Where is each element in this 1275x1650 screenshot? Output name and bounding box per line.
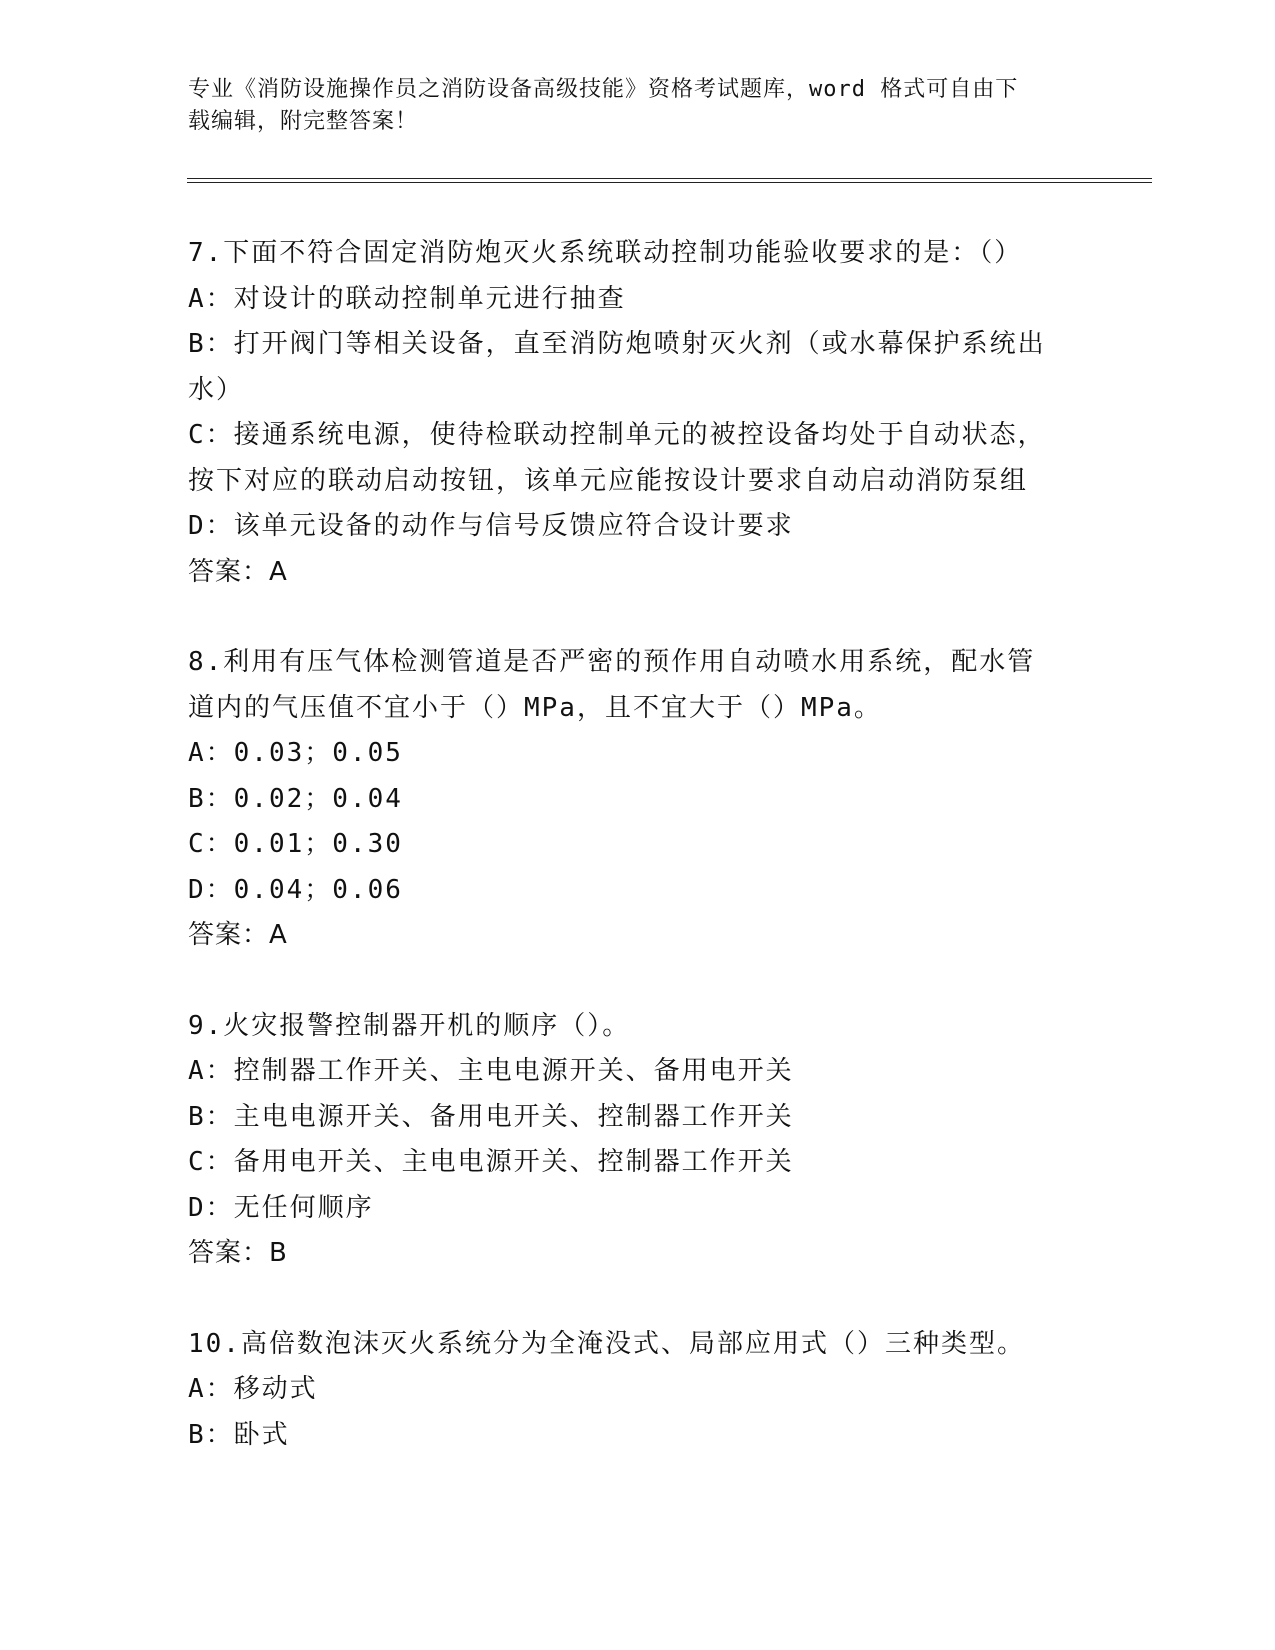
header-divider-bottom bbox=[187, 182, 1152, 183]
question-stem: 8.利用有压气体检测管道是否严密的预作用自动喷水用系统，配水管 bbox=[188, 647, 1036, 677]
question-stem: 10.高倍数泡沫灭火系统分为全淹没式、局部应用式（）三种类型。 bbox=[188, 1328, 1025, 1359]
option-b: B：打开阀门等相关设备，直至消防炮喷射灭火剂（或水幕保护系统出 bbox=[188, 329, 1046, 359]
question-9 bbox=[188, 1004, 1088, 1277]
question-10 bbox=[188, 1322, 1088, 1459]
option-a: A：对设计的联动控制单元进行抽查 bbox=[188, 283, 626, 314]
answer-line: 答案：A bbox=[188, 556, 288, 587]
document-header bbox=[188, 74, 1088, 138]
header-divider-top bbox=[187, 178, 1152, 179]
option-c: C：备用电开关、主电电源开关、控制器工作开关 bbox=[188, 1147, 794, 1177]
header-text-line-1: 专业《消防设施操作员之消防设备高级技能》资格考试题库，word 格式可自由下 bbox=[188, 77, 1019, 102]
question-stem-continued: 道内的气压值不宜小于（）MPa，且不宜大于（）MPa。 bbox=[188, 692, 882, 723]
option-b-continued: 水） bbox=[188, 374, 245, 405]
option-c-continued: 按下对应的联动启动按钮，该单元应能按设计要求自动启动消防泵组 bbox=[188, 465, 1029, 496]
option-b: B：主电电源开关、备用电开关、控制器工作开关 bbox=[188, 1101, 794, 1132]
option-c: C：0.01；0.30 bbox=[188, 829, 403, 859]
option-b: B：0.02；0.04 bbox=[188, 783, 403, 814]
question-8 bbox=[188, 640, 1088, 959]
option-d: D：0.04；0.06 bbox=[188, 874, 403, 905]
question-7 bbox=[188, 231, 1088, 595]
option-a: A：移动式 bbox=[188, 1374, 318, 1404]
option-a: A：控制器工作开关、主电电源开关、备用电开关 bbox=[188, 1056, 794, 1086]
option-d: D：该单元设备的动作与信号反馈应符合设计要求 bbox=[188, 511, 794, 541]
option-c: C：接通系统电源，使待检联动控制单元的被控设备均处于自动状态， bbox=[188, 420, 1046, 450]
question-stem: 7.下面不符合固定消防炮灭火系统联动控制功能验收要求的是：（） bbox=[188, 238, 1023, 268]
option-d: D：无任何顺序 bbox=[188, 1192, 374, 1223]
question-list bbox=[188, 231, 1088, 1458]
header-text-line-2: 载编辑，附完整答案！ bbox=[188, 109, 419, 134]
answer-line: 答案：B bbox=[188, 1238, 288, 1268]
question-stem: 9.火灾报警控制器开机的顺序（）。 bbox=[188, 1010, 631, 1041]
option-a: A：0.03；0.05 bbox=[188, 738, 403, 768]
answer-line: 答案：A bbox=[188, 920, 288, 950]
option-b: B：卧式 bbox=[188, 1419, 290, 1450]
